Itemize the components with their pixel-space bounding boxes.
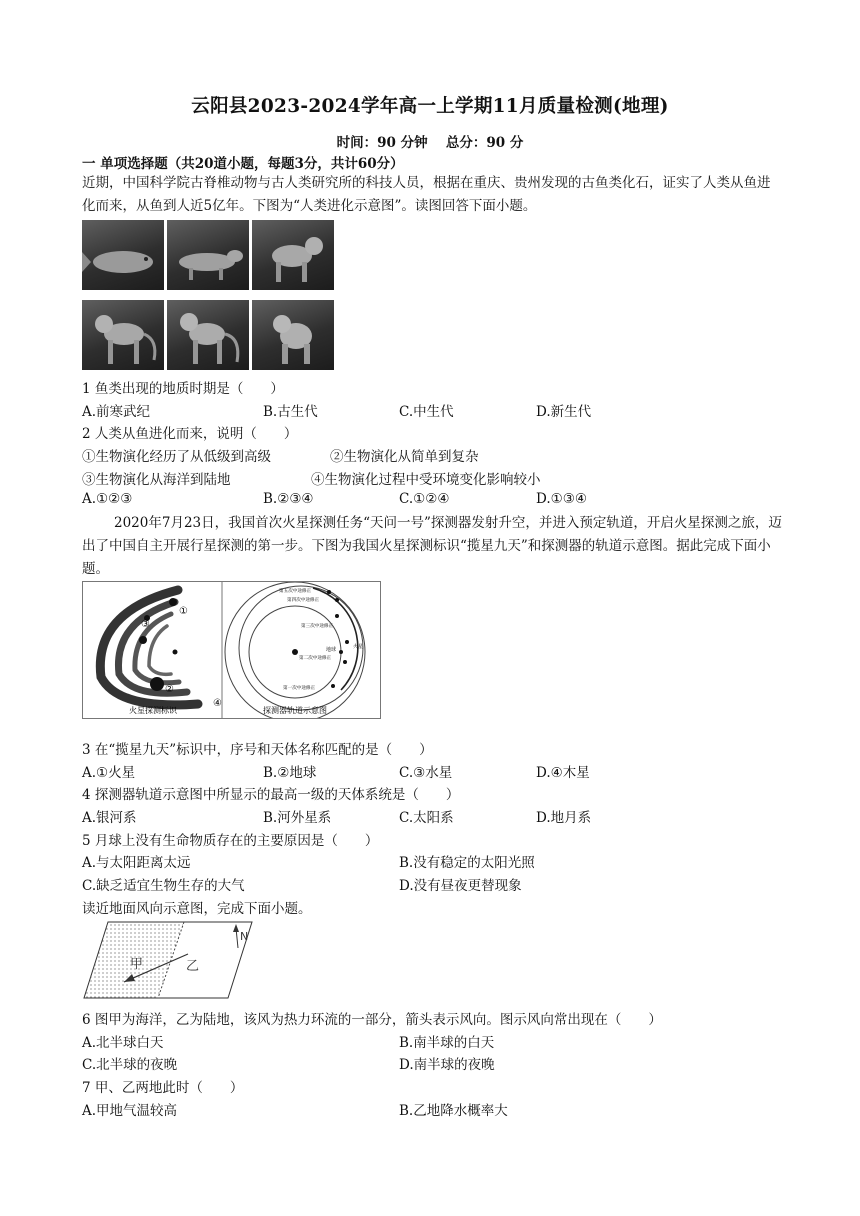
- q1-option-d: D.新生代: [536, 404, 592, 420]
- q3-option-c: C.③水星: [399, 765, 453, 781]
- wind-direction-diagram: [82, 916, 260, 1002]
- q4-option-b: B.河外星系: [263, 810, 332, 826]
- mars-label: 火星: [353, 644, 364, 650]
- passage-mars-probe: 2020年7月23日，我国首次火星探测任务“天问一号”探测器发射升空，并进入预定轨道，开启火星探测之旅，迈出了中国自主开展行星探测的第一步。下图为我国火星探测标识“揽星九天”和探测器的轨道示意图。据此完成下面小题。: [82, 515, 782, 577]
- orbit-label-4: 第四次中途修正: [287, 598, 320, 603]
- q1-option-a: A.前寒武纪: [82, 404, 151, 420]
- q2-statement-2: ②生物演化从简单到复杂: [330, 449, 479, 465]
- q2-option-c: C.①②④: [399, 491, 450, 507]
- passage-evolution: 近期，中国科学院古脊椎动物与古人类研究所的科技人员，根据在重庆、贵州发现的古鱼类化石，证实了人类从鱼进化而来，从鱼到人近5亿年。下图为“人类进化示意图”。读图回答下面小题。: [82, 175, 771, 214]
- orbit-label-3: 第三次中途修正: [301, 624, 334, 629]
- q2-statement-1: ①生物演化经历了从低级到高级: [82, 449, 271, 465]
- q3-option-b: B.②地球: [263, 765, 317, 781]
- exam-time-and-score: 时间：90 分钟 总分：90 分: [336, 135, 524, 151]
- orbit-label-5: 第五次中途修正: [279, 589, 312, 594]
- marker-3: ③: [141, 619, 150, 630]
- q2-statement-4: ④生物演化过程中受环境变化影响较小: [311, 472, 541, 488]
- q6-option-a: A.北半球白天: [82, 1035, 164, 1051]
- orbit-label-2: 第二次中途修正: [299, 656, 332, 661]
- marker-1: ①: [179, 606, 188, 617]
- q1-option-b: B.古生代: [263, 404, 318, 420]
- q5-option-d: D.没有昼夜更替现象: [399, 878, 522, 894]
- q5-option-c: C.缺乏适宜生物生存的大气: [82, 878, 245, 894]
- primate-image-1: [82, 300, 164, 370]
- q4-option-a: A.银河系: [82, 810, 137, 826]
- q5-option-a: A.与太阳距离太远: [82, 855, 191, 871]
- ape-image: [252, 300, 334, 370]
- marker-2: ②: [165, 684, 174, 695]
- q6-option-b: B.南半球的白天: [399, 1035, 495, 1051]
- q6-option-d: D.南半球的夜晚: [399, 1057, 495, 1073]
- tetrapod-image: [167, 220, 249, 290]
- q5-stem: 5 月球上没有生命物质存在的主要原因是（ ）: [82, 833, 379, 849]
- primate-image-2: [167, 300, 249, 370]
- q3-option-a: A.①火星: [82, 765, 136, 781]
- q3-option-d: D.④木星: [536, 765, 590, 781]
- q4-option-d: D.地月系: [536, 810, 592, 826]
- q7-option-b: B.乙地降水概率大: [399, 1103, 508, 1119]
- earth-label: 地球: [326, 647, 337, 653]
- orbit-caption: 探测器轨道示意图: [263, 706, 327, 715]
- q4-stem: 4 探测器轨道示意图中所显示的最高一级的天体系统是（ ）: [82, 787, 460, 803]
- q4-option-c: C.太阳系: [399, 810, 454, 826]
- q5-option-b: B.没有稳定的太阳光照: [399, 855, 535, 871]
- q2-option-b: B.②③④: [263, 491, 314, 507]
- q7-option-a: A.甲地气温较高: [82, 1103, 178, 1119]
- label-yi: 乙: [186, 959, 200, 974]
- q6-option-c: C.北半球的夜晚: [82, 1057, 178, 1073]
- q2-statement-3: ③生物演化从海洋到陆地: [82, 472, 231, 488]
- north-label: N: [240, 930, 249, 943]
- q2-stem: 2 人类从鱼进化而来，说明（ ）: [82, 426, 298, 442]
- q7-stem: 7 甲、乙两地此时（ ）: [82, 1080, 244, 1096]
- page-title: 云阳县2023-2024学年高一上学期11月质量检测(地理): [191, 96, 669, 117]
- fish-image: [82, 220, 164, 290]
- q2-option-d: D.①③④: [536, 491, 587, 507]
- q1-option-c: C.中生代: [399, 404, 454, 420]
- passage-wind: 读近地面风向示意图，完成下面小题。: [82, 901, 312, 917]
- logo-caption: 火星探测标识: [129, 706, 177, 715]
- marker-4: ④: [213, 698, 222, 709]
- q2-option-a: A.①②③: [82, 491, 133, 507]
- early-mammal-image: [252, 220, 334, 290]
- q1-stem: 1 鱼类出现的地质时期是（ ）: [82, 381, 284, 397]
- label-jia: 甲: [130, 957, 144, 972]
- orbit-label-1: 第一次中途修正: [283, 686, 316, 691]
- mars-probe-diagram: [82, 581, 381, 719]
- q3-stem: 3 在“揽星九天”标识中，序号和天体名称匹配的是（ ）: [82, 742, 433, 758]
- section-heading: 一 单项选择题（共20道小题，每题3分，共计60分）: [82, 156, 404, 172]
- q6-stem: 6 图甲为海洋，乙为陆地，该风为热力环流的一部分，箭头表示风向。图示风向常出现在（ ）: [82, 1012, 662, 1028]
